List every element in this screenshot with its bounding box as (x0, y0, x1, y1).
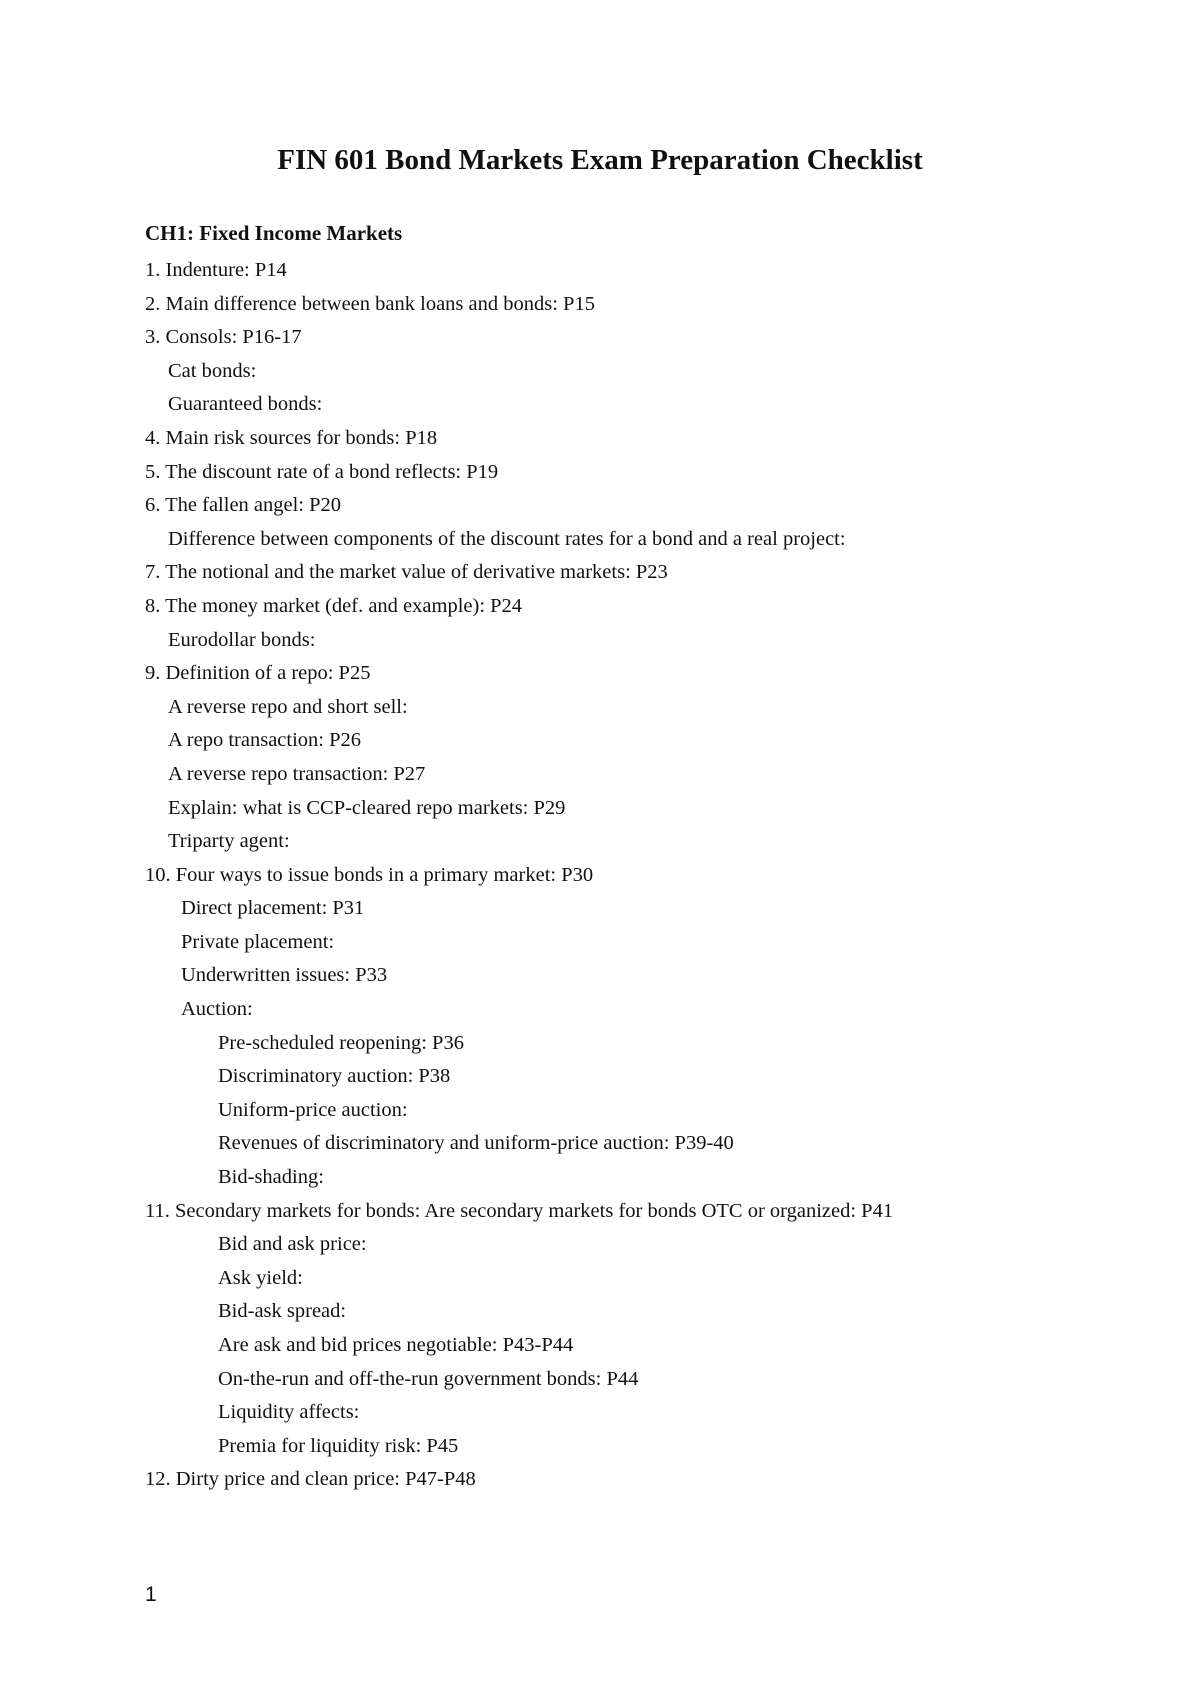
list-item: On-the-run and off-the-run government bonds: P44 (218, 1367, 639, 1390)
list-item: 4. Main risk sources for bonds: P18 (145, 426, 438, 449)
list-item: Pre-scheduled reopening: P36 (218, 1031, 464, 1054)
page-title: FIN 601 Bond Markets Exam Preparation Checklist (277, 144, 923, 176)
list-item: Eurodollar bonds: (168, 628, 316, 651)
list-item: 3. Consols: P16-17 (145, 326, 302, 349)
list-item: Ask yield: (218, 1266, 303, 1289)
list-item: A reverse repo transaction: P27 (168, 762, 426, 785)
list-item: 11. Secondary markets for bonds: Are secondary markets for bonds OTC or organized: P41 (145, 1199, 894, 1222)
list-item: Direct placement: P31 (181, 897, 365, 920)
list-item: Premia for liquidity risk: P45 (218, 1434, 459, 1457)
list-item: A reverse repo and short sell: (168, 695, 408, 718)
list-item: Bid and ask price: (218, 1233, 367, 1256)
list-item: Revenues of discriminatory and uniform-price auction: P39-40 (218, 1132, 734, 1155)
list-item: 5. The discount rate of a bond reflects: P19 (145, 460, 499, 483)
list-item: 9. Definition of a repo: P25 (145, 662, 371, 685)
list-item: Auction: (181, 998, 253, 1021)
section-heading: CH1: Fixed Income Markets (145, 221, 403, 245)
checklist (145, 254, 893, 1497)
list-item: Guaranteed bonds: (168, 393, 323, 416)
list-item: Liquidity affects: (218, 1401, 360, 1424)
list-item: Cat bonds: (168, 359, 257, 382)
list-item: 7. The notional and the market value of derivative markets: P23 (145, 561, 668, 584)
list-item: 8. The money market (def. and example): P24 (145, 594, 523, 617)
list-item: 10. Four ways to issue bonds in a primary market: P30 (145, 863, 594, 886)
list-item: Bid-shading: (218, 1166, 324, 1189)
list-item: Are ask and bid prices negotiable: P43-P44 (218, 1334, 574, 1356)
list-item: Underwritten issues: P33 (181, 964, 388, 987)
list-item: 6. The fallen angel: P20 (145, 494, 342, 517)
list-item: Discriminatory auction: P38 (218, 1065, 451, 1088)
list-item: 2. Main difference between bank loans and bonds: P15 (145, 292, 595, 315)
list-item: 1. Indenture: P14 (145, 259, 287, 281)
list-item: A repo transaction: P26 (168, 729, 362, 752)
page-number: 1 (145, 1583, 157, 1606)
list-item: Uniform-price auction: (218, 1098, 408, 1121)
list-item: Bid-ask spread: (218, 1300, 347, 1323)
list-item: Triparty agent: (168, 830, 290, 853)
list-item: 12. Dirty price and clean price: P47-P48 (145, 1468, 476, 1491)
list-item: Explain: what is CCP-cleared repo markets: P29 (168, 796, 566, 819)
list-item: Difference between components of the discount rates for a bond and a real project: (168, 527, 846, 550)
list-item: Private placement: (181, 930, 335, 953)
